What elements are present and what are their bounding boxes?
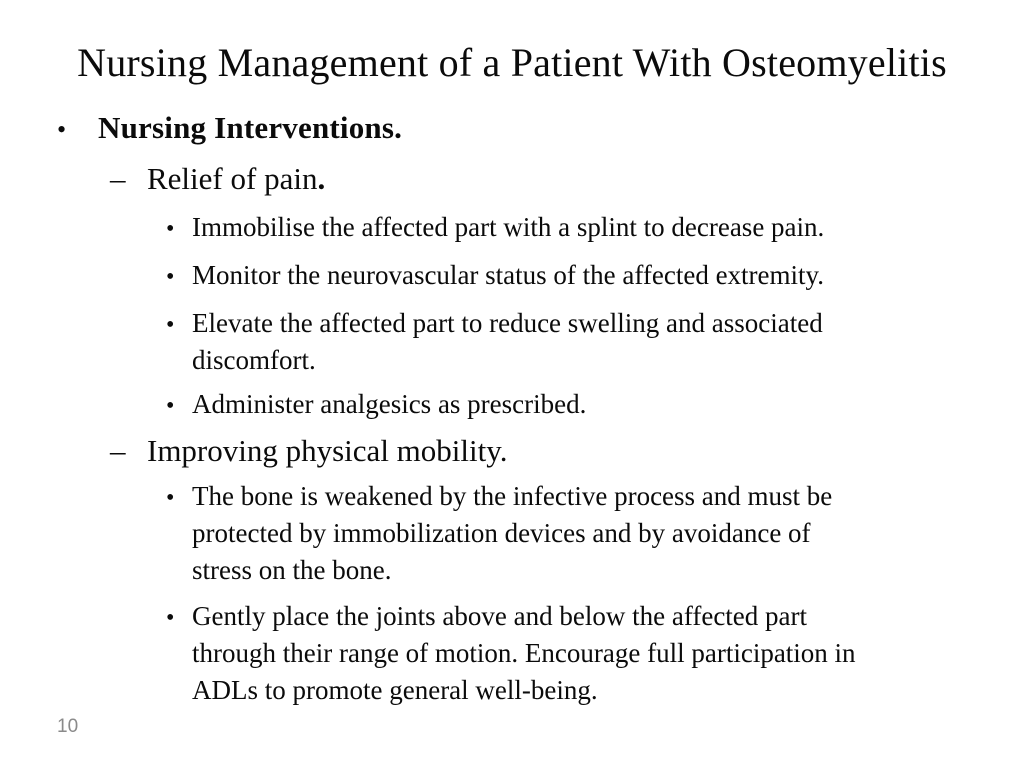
bullet-text — [192, 209, 824, 246]
subbullet-improving-mobility — [0, 432, 1024, 470]
bullet-text — [192, 598, 856, 709]
bold-period: . — [317, 161, 326, 196]
subbullet-text-main: Relief of pain — [147, 161, 318, 196]
text-line: Monitor the neurovascular status of the affected extremity. — [192, 260, 825, 290]
text-line: Elevate the affected part to reduce swelling and associated — [192, 308, 823, 338]
bullet-dot-icon: • — [166, 216, 175, 242]
bullet-text — [192, 257, 824, 294]
text-line: Immobilise the affected part with a splint to decrease pain. — [192, 212, 825, 242]
bullet-dot-icon: • — [57, 115, 67, 144]
bullet-text — [192, 478, 832, 589]
text-line: The bone is weakened by the infective process and must be — [192, 481, 833, 511]
bullet-text: Nursing Interventions. — [98, 110, 403, 145]
bullet-dot-icon: • — [166, 485, 175, 511]
text-line: discomfort. — [192, 345, 316, 375]
subbullet-relief-of-pain — [0, 160, 1024, 198]
bullet-text — [192, 386, 586, 423]
bullet-dot-icon: • — [166, 264, 175, 290]
bullet-dot-icon: • — [166, 605, 175, 631]
text-line: Gently place the joints above and below the affected part — [192, 601, 808, 631]
slide-title: Nursing Management of a Patient With Osteomyelitis — [77, 40, 947, 85]
bullet-immobilise — [0, 209, 1024, 248]
bullet-administer — [0, 386, 1024, 425]
bullet-monitor — [0, 257, 1024, 296]
text-line: through their range of motion. Encourage full participation in — [192, 638, 856, 668]
bullet-elevate — [0, 305, 1024, 379]
text-line: stress on the bone. — [192, 555, 392, 585]
bullet-dot-icon: • — [166, 312, 175, 338]
page-number: 10 — [57, 716, 79, 737]
text-line: protected by immobilization devices and by avoidance of — [192, 518, 811, 548]
subbullet-text: Improving physical mobility. — [147, 433, 508, 468]
text-line: Administer analgesics as prescribed. — [192, 389, 587, 419]
bullet-gently-place — [0, 598, 1024, 709]
bullet-bone-weakened — [0, 478, 1024, 589]
bullet-nursing-interventions — [0, 110, 1024, 148]
bullet-dot-icon: • — [166, 393, 175, 419]
bullet-text — [192, 305, 823, 379]
dash-bullet-icon: – — [110, 433, 126, 468]
subbullet-text — [147, 160, 325, 198]
text-line: ADLs to promote general well-being. — [192, 675, 598, 705]
dash-bullet-icon: – — [110, 161, 126, 196]
